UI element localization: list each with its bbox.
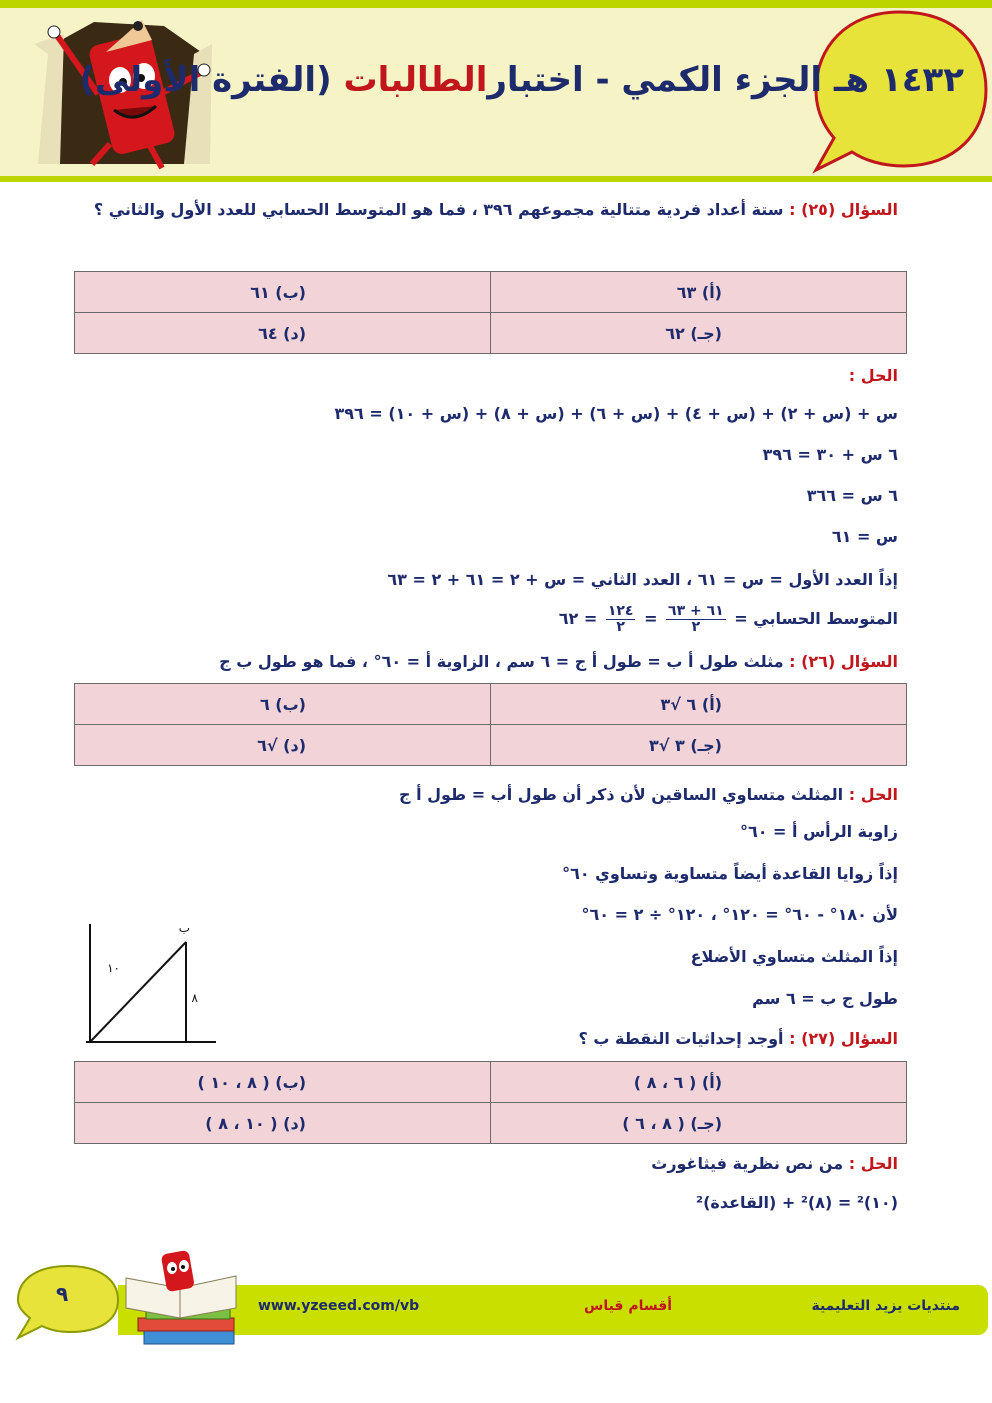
- q26-question: [219, 652, 898, 671]
- q25-solution-label: الحل :: [848, 366, 898, 385]
- q25-equals: =: [644, 609, 658, 628]
- q26-step-1: زاوية الرأس أ = ٦٠°: [739, 822, 898, 841]
- q25-fraction-1: $\frac{٦١ + ٦٣}{٢}$: [668, 603, 724, 635]
- q27-text: أوجد إحداثيات النقطة ب ؟: [578, 1029, 784, 1048]
- q26-step-2: إذاً زوايا القاعدة أيضاً متساوية وتساوي ٦٠°: [562, 864, 898, 883]
- q26-options-table: [74, 683, 907, 766]
- q26-text: مثلث طول أ ب = طول أ ج = ٦ سم ، الزاوية أ = ٦٠° ، فما هو طول ب ج: [219, 652, 784, 671]
- q27-option-a[interactable]: (أ) ( ٦ ، ٨ ): [491, 1062, 907, 1103]
- q25-options-table: [74, 271, 907, 354]
- q27-option-b[interactable]: (ب) ( ٨ ، ١٠ ): [75, 1062, 491, 1103]
- q26-step-4: إذاً المثلث متساوي الأضلاع: [690, 947, 898, 966]
- page-number: ٩: [56, 1282, 69, 1306]
- q26-step-5: طول ج ب = ٦ سم: [752, 989, 898, 1008]
- q25-question: [92, 190, 898, 229]
- q25-step-1: س + (س + ٢) + (س + ٤) + (س + ٦) + (س + ٨) + (س + ١٠) = ٣٩٦: [334, 404, 898, 423]
- footer-forum-name: منتديات يزيد التعليمية: [811, 1298, 960, 1314]
- q25-step-3: ٦ س = ٣٦٦: [806, 486, 898, 505]
- q27-option-d[interactable]: (د) ( ١٠ ، ٨ ): [75, 1103, 491, 1144]
- q25-option-a[interactable]: (أ) ٦٣: [491, 272, 907, 313]
- footer-section: أقسام قياس: [584, 1298, 673, 1314]
- books-mascot-illustration: [116, 1248, 248, 1352]
- q25-option-c[interactable]: (جـ) ٦٢: [491, 313, 907, 354]
- q25-text: ستة أعداد فردية متتالية مجموعهم ٣٩٦ ، فما هو المتوسط الحسابي للعدد الأول والثاني ؟: [93, 200, 784, 219]
- q26-label: السؤال (٢٦) :: [789, 652, 898, 671]
- footer-url[interactable]: www.yzeeed.com/vb: [258, 1298, 420, 1314]
- title-highlight: الطالبات: [343, 60, 488, 100]
- q26-option-b[interactable]: (ب) ٦: [75, 684, 491, 725]
- q26-solution-first: الحل : المثلث متساوي الساقين لأن ذكر أن طول أب = طول أ ج: [398, 785, 898, 804]
- q26-option-c[interactable]: (جـ) ٣ √٣: [491, 725, 907, 766]
- q25-option-b[interactable]: (ب) ٦١: [75, 272, 491, 313]
- figure-label-b: ب: [178, 921, 190, 935]
- q25-step-2: ٦ س + ٣٠ = ٣٩٦: [762, 445, 898, 464]
- q27-solution-first: الحل : من نص نظرية فيثاغورث: [651, 1154, 898, 1173]
- page-title: [79, 60, 964, 100]
- right-triangle-figure: [86, 918, 218, 1048]
- q25-mean-line: [559, 604, 898, 635]
- q27-label: السؤال (٢٧) :: [789, 1029, 898, 1048]
- q27-solution-label: الحل :: [848, 1154, 898, 1173]
- figure-label-hypotenuse: ١٠: [107, 961, 120, 975]
- title-year: ١٤٣٢ هـ: [833, 60, 964, 100]
- figure-label-side: ٨: [191, 991, 198, 1005]
- q26-solution-label: الحل :: [848, 785, 898, 804]
- q25-label: السؤال (٢٥) :: [789, 200, 898, 219]
- q27-pythagoras-equation: (١٠)² = (٨)² + (القاعدة)²: [696, 1193, 898, 1212]
- q27-options-table: [74, 1061, 907, 1144]
- q25-step-5: إذاً العدد الأول = س = ٦١ ، العدد الثاني = س + ٢ = ٦١ + ٢ = ٦٣: [387, 570, 898, 589]
- q25-option-d[interactable]: (د) ٦٤: [75, 313, 491, 354]
- q25-step-4: س = ٦١: [831, 527, 898, 546]
- top-accent-line: [0, 0, 992, 8]
- title-part1: الجزء الكمي - اختبار: [487, 60, 823, 100]
- q26-step-3: لأن ١٨٠° - ٦٠° = ١٢٠° ، ١٢٠° ÷ ٢ = ٦٠°: [581, 905, 898, 924]
- title-part2: (الفترة الأولى): [79, 60, 332, 100]
- q26-option-a[interactable]: (أ) ٦ √٣: [491, 684, 907, 725]
- q25-mean-prefix: المتوسط الحسابي =: [734, 609, 898, 628]
- q26-option-d[interactable]: (د) √٦: [75, 725, 491, 766]
- q25-mean-result: = ٦٢: [558, 609, 598, 628]
- q27-question: [579, 1029, 899, 1048]
- q25-fraction-2: $\frac{١٢٤}{٢}$: [607, 603, 634, 635]
- q27-option-c[interactable]: (جـ) ( ٨ ، ٦ ): [491, 1103, 907, 1144]
- header-banner-border: [0, 176, 992, 182]
